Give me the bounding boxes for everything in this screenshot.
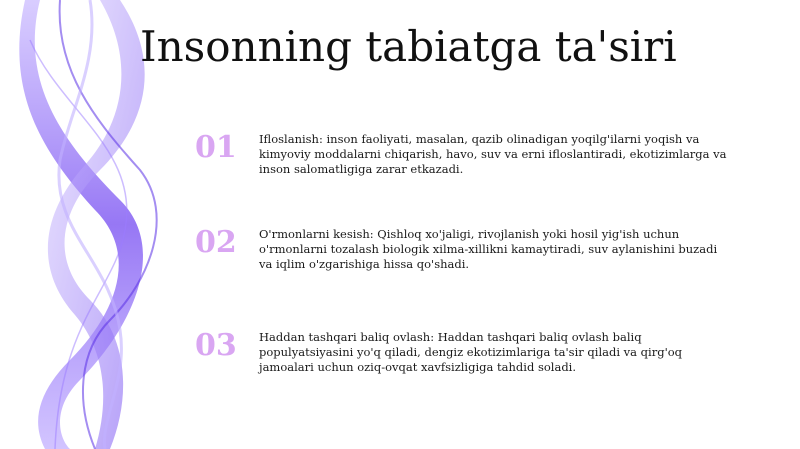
item-text: Ifloslanish: inson faoliyati, masalan, qazib olinadigan yoqilg'ilarni yoqish va kimyoviy moddalarni chiqarish, havo, suv va erni ifloslantiradi, ekotizimlarga va inson salomatligiga zarar etkazadi. <box>259 132 727 176</box>
item-text: O'rmonlarni kesish: Qishloq xo'jaligi, rivojlanish yoki hosil yig'ish uchun o'rmonlarni tozalash biologik xilma-xillikni kamaytiradi, suv aylanishini buzadi va iqlim o'zgarishiga hissa qo'shadi. <box>259 227 718 271</box>
item-number: 03 <box>195 328 237 363</box>
item-text: Haddan tashqari baliq ovlash: Haddan tashqari baliq ovlash baliq populyatsiyasini yo'q qiladi, dengiz ekotizimlariga ta'sir qiladi va qirg'oq jamoalari uchun oziq-ovqat xavfsizligiga tahdid soladi. <box>259 330 683 374</box>
item-number: 02 <box>195 225 237 260</box>
item-number: 01 <box>195 130 237 165</box>
slide-title: Insonning tabiatga ta'siri <box>140 22 677 71</box>
